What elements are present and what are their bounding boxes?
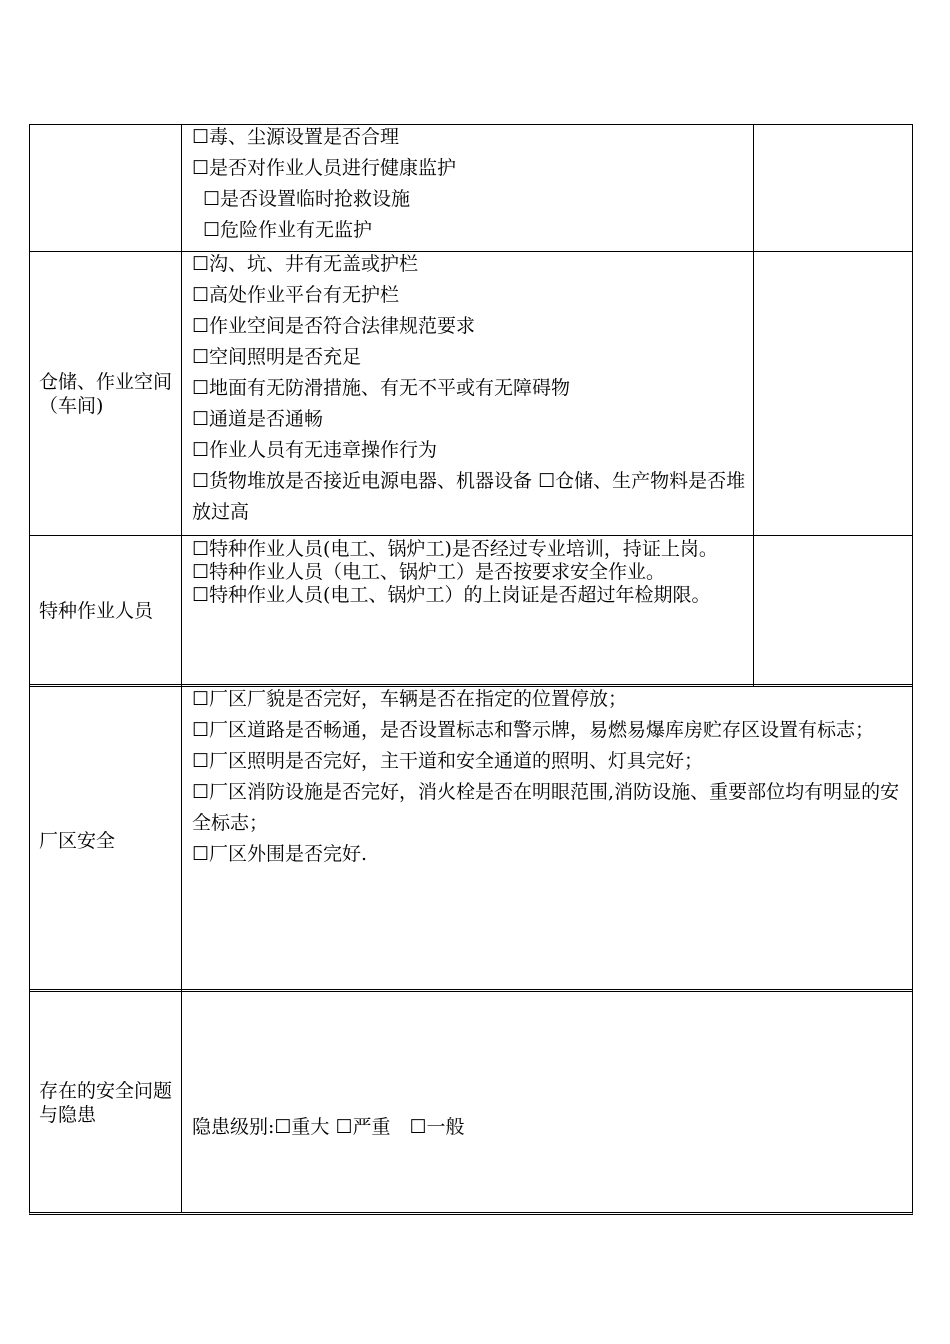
checklist-item[interactable]: ☐厂区消防设施是否完好，消火栓是否在明眼范围,消防设施、重要部位均有明显的安全标志； <box>192 781 900 834</box>
checklist-item[interactable]: ☐是否设置临时抢救设施 <box>203 188 411 210</box>
section-special-workers <box>29 535 913 687</box>
checklist-item[interactable]: ☐空间照明是否充足 <box>192 346 362 368</box>
section-label-cell <box>30 687 182 992</box>
checklist-item[interactable]: ☐货物堆放是否接近电源电器、机器设备 ☐仓储、生产物料是否堆放过高 <box>192 470 746 523</box>
checklist <box>192 538 747 607</box>
checklist-item[interactable]: ☐厂区道路是否畅通，是否设置标志和警示牌，易燃易爆库房贮存区设置有标志； <box>192 719 875 741</box>
checklist <box>192 249 747 528</box>
checklist <box>192 684 907 870</box>
section-label: 特种作业人员 <box>39 600 154 622</box>
section-label-cell <box>30 992 182 1212</box>
checklist-item[interactable]: ☐作业人员有无违章操作行为 <box>192 439 438 461</box>
checklist-item[interactable]: ☐毒、尘源设置是否合理 <box>192 126 400 148</box>
checklist-item[interactable]: ☐沟、坑、井有无盖或护栏 <box>192 253 419 275</box>
result-cell <box>753 125 912 251</box>
checklist-item[interactable]: ☐地面有无防滑措施、有无不平或有无障碍物 <box>192 377 571 399</box>
hazard-level[interactable]: 隐患级别:☐重大 ☐严重 ☐一般 <box>192 1116 465 1138</box>
section-label-cell <box>30 125 182 251</box>
checklist-item[interactable]: ☐厂区厂貌是否完好，车辆是否在指定的位置停放； <box>192 688 628 710</box>
section-label: 厂区安全 <box>39 830 116 852</box>
section-label: 仓储、作业空间（车间) <box>39 371 173 417</box>
section-label-cell <box>30 536 182 687</box>
result-cell <box>753 536 912 687</box>
section-workspace <box>29 251 913 536</box>
checklist-item[interactable]: ☐通道是否通畅 <box>192 408 324 430</box>
checklist-item[interactable]: ☐作业空间是否符合法律规范要求 <box>192 315 476 337</box>
checklist-item[interactable]: ☐特种作业人员（电工、锅炉工）是否按要求安全作业。 <box>192 561 666 583</box>
checklist-item[interactable]: ☐高处作业平台有无护栏 <box>192 284 400 306</box>
section-health <box>29 124 913 252</box>
checklist-item[interactable]: ☐厂区外围是否完好. <box>192 843 368 865</box>
checklist-item[interactable]: ☐是否对作业人员进行健康监护 <box>192 157 457 179</box>
section-factory-safety <box>29 684 913 992</box>
checklist-item[interactable]: ☐厂区照明是否完好，主干道和安全通道的照明、灯具完好； <box>192 750 704 772</box>
checklist-item[interactable]: ☐特种作业人员(电工、锅炉工)是否经过专业培训，持证上岗。 <box>192 538 718 560</box>
checklist-item[interactable]: ☐危险作业有无监护 <box>203 219 373 241</box>
section-hazards <box>29 989 913 1215</box>
section-label: 存在的安全问题与隐患 <box>39 1080 173 1126</box>
checklist-item[interactable]: ☐特种作业人员(电工、锅炉工）的上岗证是否超过年检期限。 <box>192 584 711 606</box>
section-label-cell <box>30 252 182 535</box>
checklist <box>192 122 747 246</box>
result-cell <box>753 252 912 535</box>
